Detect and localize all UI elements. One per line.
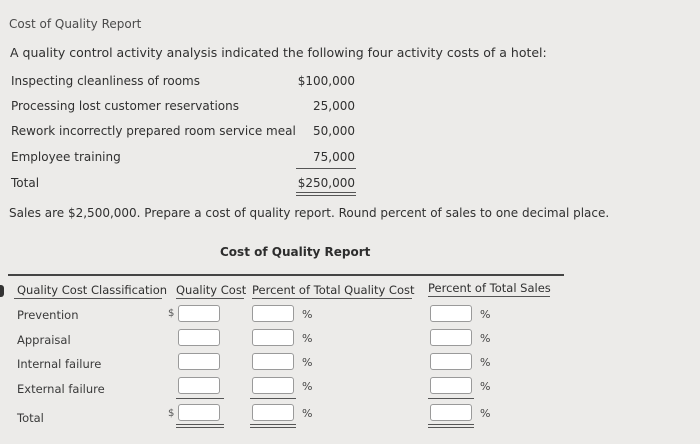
activity-value: $100,000 (297, 74, 355, 88)
header-underline (428, 296, 550, 297)
row-label-internal-failure: Internal failure (17, 357, 102, 371)
total-pct-sales-input[interactable] (430, 404, 472, 421)
subtotal-rule (428, 398, 474, 399)
percent-sign: % (302, 332, 313, 345)
internal-failure-cost-input[interactable] (178, 353, 220, 370)
percent-sign: % (302, 308, 313, 321)
prevention-pct-sales-input[interactable] (430, 305, 472, 322)
subtotal-rule (176, 398, 224, 399)
percent-sign: % (480, 356, 491, 369)
total-pct-total-input[interactable] (252, 404, 294, 421)
total-double-rule (296, 192, 356, 196)
report-title: Cost of Quality Report (220, 245, 371, 259)
activity-label: Employee training (11, 150, 121, 164)
subtotal-rule (296, 168, 356, 169)
dollar-sign: $ (168, 308, 175, 319)
percent-sign: % (302, 407, 313, 420)
external-failure-pct-sales-input[interactable] (430, 377, 472, 394)
header-underline (252, 298, 412, 299)
subtotal-rule (250, 398, 296, 399)
percent-sign: % (302, 380, 313, 393)
percent-sign: % (480, 332, 491, 345)
external-failure-pct-total-input[interactable] (252, 377, 294, 394)
activity-value: 75,000 (313, 150, 355, 164)
header-underline (176, 298, 244, 299)
total-double-rule (428, 424, 474, 428)
row-label-external-failure: External failure (17, 382, 105, 396)
col-header-pct-total: Percent of Total Quality Cost (252, 283, 415, 297)
total-double-rule (176, 424, 224, 428)
total-cost-input[interactable] (178, 404, 220, 421)
col-header-quality-cost: Quality Cost (176, 283, 247, 297)
activity-total-label: Total (11, 176, 40, 190)
appraisal-cost-input[interactable] (178, 329, 220, 346)
percent-sign: % (480, 380, 491, 393)
intro-text: A quality control activity analysis indicated the following four activity costs of a hotel: (10, 45, 547, 60)
activity-label: Processing lost customer reservations (11, 99, 239, 113)
report-top-rule (8, 274, 564, 276)
internal-failure-pct-sales-input[interactable] (430, 353, 472, 370)
percent-sign: % (302, 356, 313, 369)
row-label-appraisal: Appraisal (17, 333, 71, 347)
sales-instructions: Sales are $2,500,000. Prepare a cost of quality report. Round percent of sales to one decimal place. (9, 206, 610, 220)
appraisal-pct-total-input[interactable] (252, 329, 294, 346)
activity-value: 25,000 (313, 99, 355, 113)
row-label-total: Total (17, 411, 44, 425)
col-header-pct-sales: Percent of Total Sales (428, 281, 551, 295)
row-label-prevention: Prevention (17, 308, 79, 322)
col-header-classification: Quality Cost Classification (17, 283, 168, 297)
internal-failure-pct-total-input[interactable] (252, 353, 294, 370)
total-double-rule (250, 424, 296, 428)
activity-label: Inspecting cleanliness of rooms (11, 74, 200, 88)
activity-value: 50,000 (313, 124, 355, 138)
external-failure-cost-input[interactable] (178, 377, 220, 394)
prevention-cost-input[interactable] (178, 305, 220, 322)
activity-label: Rework incorrectly prepared room service meal (11, 124, 296, 138)
prevention-pct-total-input[interactable] (252, 305, 294, 322)
activity-total-value: $250,000 (297, 176, 355, 190)
page-title: Cost of Quality Report (9, 17, 142, 31)
percent-sign: % (480, 407, 491, 420)
percent-sign: % (480, 308, 491, 321)
row-marker (0, 285, 4, 297)
appraisal-pct-sales-input[interactable] (430, 329, 472, 346)
dollar-sign: $ (168, 408, 175, 419)
header-underline (14, 298, 162, 299)
